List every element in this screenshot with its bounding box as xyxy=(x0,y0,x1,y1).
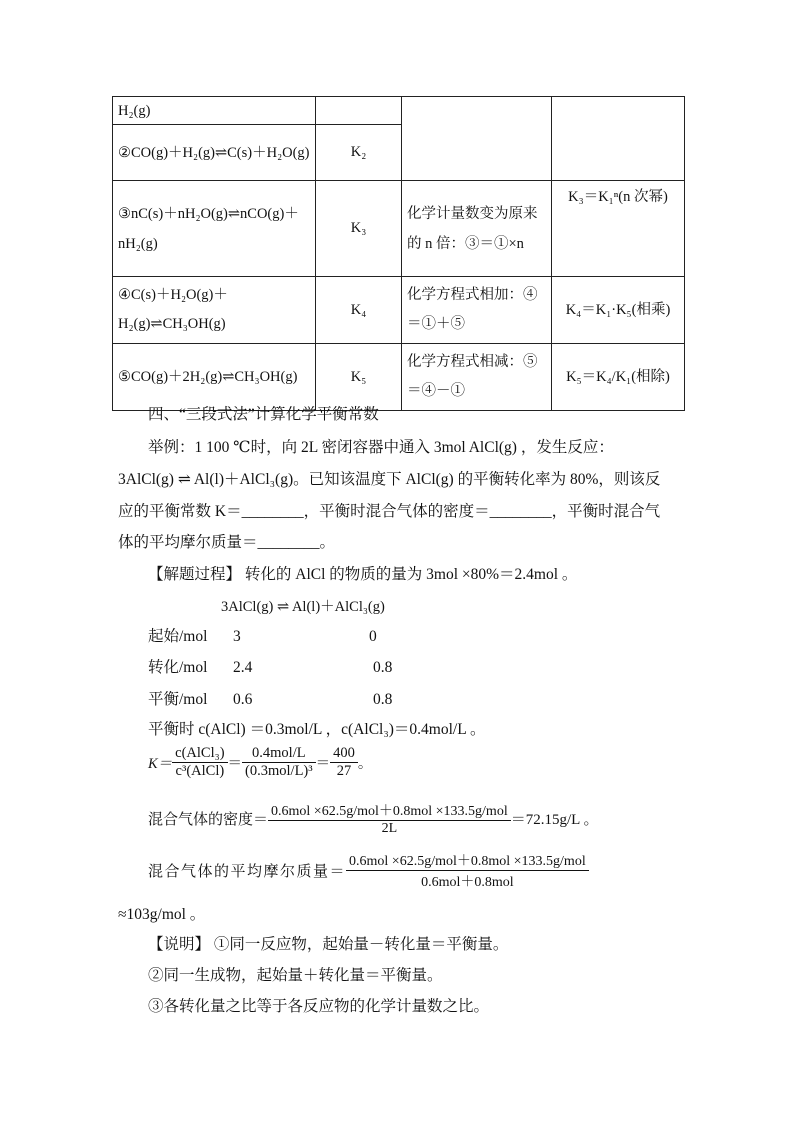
numerator: 0.4mol/L xyxy=(242,745,316,763)
table-cell: H₂(g) xyxy=(113,97,316,125)
section-title: 四、“三段式法”计算化学平衡常数 xyxy=(148,406,379,423)
table-cell: ④C(s)＋H₂O(g)＋H₂(g)⇌CH₃OH(g) xyxy=(113,277,316,344)
molar-result: ≈103g/mol 。 xyxy=(118,906,206,923)
denominator: 27 xyxy=(336,763,352,779)
numerator: c(AlCl₃) xyxy=(172,745,227,763)
concentration-line: 平衡时 c(AlCl) ＝0.3mol/L ，c(AlCl₃)＝0.4mol/L 。 xyxy=(148,721,486,738)
table-row xyxy=(113,181,685,277)
stage-label: 起始/mol xyxy=(148,628,208,645)
denominator: c³(AlCl) xyxy=(175,763,225,779)
density-result: ＝72.15g/L 。 xyxy=(510,812,599,828)
numerator: 0.6mol ×62.5g/mol＋0.8mol ×133.5g/mol xyxy=(346,850,589,871)
fraction xyxy=(330,745,358,780)
table-cell: ③nC(s)＋nH₂O(g)⇌nCO(g)＋nH₂(g) xyxy=(113,181,316,277)
molar-prefix: 混合气体的平均摩尔质量＝ xyxy=(148,864,347,880)
k-suffix: 。 xyxy=(357,756,373,772)
denominator: 0.6mol＋0.8mol xyxy=(421,875,514,890)
stage-value: 2.4 xyxy=(233,659,253,676)
stage-value: 0 xyxy=(369,628,377,645)
stage-value: 0.8 xyxy=(373,691,393,708)
k-prefix: K＝ xyxy=(148,756,173,772)
example-line-2: 3AlCl(g) ⇌ Al(l)＋AlCl₃(g)。已知该温度下 AlCl(g) 的平衡转化率为 80%，则该反 xyxy=(118,471,661,488)
note-1: 【说明】 ①同一反应物，起始量－转化量＝平衡量。 xyxy=(148,936,509,953)
fraction xyxy=(268,800,511,837)
solution-intro: 【解题过程】 转化的 AlCl 的物质的量为 3mol ×80%＝2.4mol 。 xyxy=(148,566,578,583)
numerator: 400 xyxy=(330,745,358,763)
table-cell xyxy=(552,97,685,181)
fraction xyxy=(346,850,589,891)
denominator: (0.3mol/L)³ xyxy=(245,763,313,779)
table-cell xyxy=(402,97,552,181)
table-cell: 化学方程式相减：⑤＝④－① xyxy=(402,344,552,411)
density-expression xyxy=(148,800,598,837)
table-cell: K₄ xyxy=(316,277,402,344)
denominator: 2L xyxy=(381,821,398,836)
fraction xyxy=(242,745,316,780)
table-row xyxy=(113,97,685,125)
table-cell: K₅＝K₄/K₁(相除) xyxy=(552,344,685,411)
fraction xyxy=(172,745,227,780)
stage-value: 3 xyxy=(233,628,241,645)
stage-value: 0.6 xyxy=(233,691,253,708)
table-cell: K₂ xyxy=(316,125,402,181)
stage-label: 转化/mol xyxy=(148,659,208,676)
table-cell: K₃＝K₁ⁿ(n 次幂) xyxy=(552,181,685,277)
solution-equation: 3AlCl(g) ⇌ Al(l)＋AlCl₃(g) xyxy=(221,599,385,615)
note-3: ③各转化量之比等于各反应物的化学计量数之比。 xyxy=(148,998,490,1015)
table-cell: ②CO(g)＋H₂(g)⇌C(s)＋H₂O(g) xyxy=(113,125,316,181)
table-cell: K₄＝K₁·K₅(相乘) xyxy=(552,277,685,344)
example-line-3: 应的平衡常数 K＝________，平衡时混合气体的密度＝________，平衡时混合气 xyxy=(118,503,661,520)
k-expression: K＝ $\frac{\text{c(AlCl₃)}}{\text{c³(AlCl)}}$ ＝ $\frac{\text{0.4mol/L}}{\text{(0.3mol/L)³}}$ ＝ $\frac{400}{27}$ 。 xyxy=(148,745,373,779)
table-cell: K₅ xyxy=(316,344,402,411)
table-cell: 化学方程式相加：④＝①＋⑤ xyxy=(402,277,552,344)
density-prefix: 混合气体的密度＝ xyxy=(148,812,269,828)
table-cell: ⑤CO(g)＋2H₂(g)⇌CH₃OH(g) xyxy=(113,344,316,411)
table-row xyxy=(113,344,685,411)
equilibrium-constant-table xyxy=(112,96,685,411)
table-cell: 化学计量数变为原来的 n 倍：③＝①×n xyxy=(402,181,552,277)
table-row xyxy=(113,277,685,344)
example-line-1: 举例：1 100 ℃时，向 2L 密闭容器中通入 3mol AlCl(g) ，发生反应： xyxy=(148,439,614,456)
stage-value: 0.8 xyxy=(373,659,393,676)
numerator: 0.6mol ×62.5g/mol＋0.8mol ×133.5g/mol xyxy=(268,800,511,821)
example-line-4: 体的平均摩尔质量＝________。 xyxy=(118,534,336,551)
stage-label: 平衡/mol xyxy=(148,691,208,708)
note-2: ②同一生成物，起始量＋转化量＝平衡量。 xyxy=(148,967,443,984)
molar-mass-expression xyxy=(148,850,589,891)
table-cell: K₃ xyxy=(316,181,402,277)
table-cell xyxy=(316,97,402,125)
